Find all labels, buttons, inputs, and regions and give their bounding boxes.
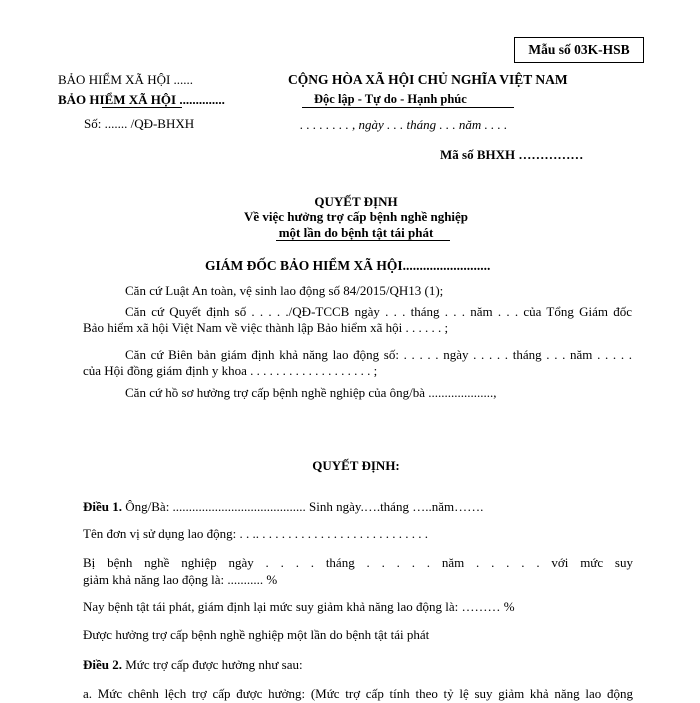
- agency-underline: [102, 107, 182, 108]
- date-line: . . . . . . . . , ngày . . . tháng . . . năm . . . .: [300, 117, 508, 132]
- basis-assessment-line1: Căn cứ Biên bản giám định khả năng lao động số: . . . . . ngày . . . . . tháng . . . năm . . . . .: [125, 347, 632, 362]
- document-title: QUYẾT ĐỊNH: [314, 194, 398, 209]
- decision-heading: QUYẾT ĐỊNH:: [312, 458, 400, 473]
- article-1-label: Điều 1.: [83, 499, 122, 514]
- motto-underline: [302, 107, 514, 108]
- article-1-reduction: giảm khả năng lao động là: ........... %: [83, 572, 278, 587]
- article-1-disease-date: Bị bệnh nghề nghiệp ngày . . . . tháng . . . . . năm . . . . . với mức suy: [83, 555, 633, 570]
- article-1-reassessment: Nay bệnh tật tái phát, giám định lại mức suy giảm khả năng lao động là: ……… %: [83, 599, 515, 614]
- basis-law: Căn cứ Luật An toàn, vệ sinh lao động số 84/2015/QH13 (1);: [125, 283, 444, 298]
- document-subtitle-2: một lần do bệnh tật tái phát: [278, 225, 434, 240]
- basis-dossier: Căn cứ hồ sơ hưởng trợ cấp bệnh nghề nghiệp của ông/bà ....................,: [125, 385, 497, 400]
- agency-line-1: BẢO HIỂM XÃ HỘI ......: [58, 72, 194, 87]
- document-number: Số: ....... /QĐ-BHXH: [84, 116, 195, 131]
- article-1-entitlement: Được hưởng trợ cấp bệnh nghề nghiệp một lần do bệnh tật tái phát: [83, 627, 430, 642]
- article-2-line: [83, 657, 303, 673]
- agency-line-2: BẢO HIỂM XÃ HỘI ..............: [58, 92, 225, 107]
- document-subtitle-1: Về việc hưởng trợ cấp bệnh nghề nghiệp: [243, 209, 469, 224]
- article-2-label: Điều 2.: [83, 657, 122, 672]
- basis-assessment-line2: của Hội đồng giám định y khoa . . . . . . . . . . . . . . . . . . . ;: [83, 363, 378, 378]
- article-2-item-a: a. Mức chênh lệch trợ cấp được hưởng: (Mức trợ cấp tính theo tỷ lệ suy giảm khả năng lao động: [83, 686, 633, 701]
- article-1-employer: Tên đơn vị sử dụng lao động: . . .. . . . . . . . . . . . . . . . . . . . . . . . . . .: [83, 526, 429, 541]
- basis-decision-line2: Bảo hiểm xã hội Việt Nam về việc thành lập Bảo hiểm xã hội . . . . . . ;: [83, 320, 449, 335]
- article-2-text: Mức trợ cấp được hưởng như sau:: [122, 657, 303, 672]
- bhxh-code: Mã số BHXH ……………: [440, 147, 584, 162]
- basis-decision-line1: Căn cứ Quyết định số . . . . ./QĐ-TCCB ngày . . . tháng . . . năm . . . của Tổng Giám đốc: [125, 304, 632, 319]
- title-underline: [276, 240, 450, 241]
- form-code: Mẫu số 03K-HSB: [528, 42, 630, 57]
- form-code-box: [514, 37, 644, 63]
- director-heading: GIÁM ĐỐC BẢO HIỂM XÃ HỘI..........................: [205, 258, 491, 273]
- nation-title: CỘNG HÒA XÃ HỘI CHỦ NGHĨA VIỆT NAM: [288, 72, 568, 87]
- article-1-line-1: [83, 499, 483, 515]
- motto: Độc lập - Tự do - Hạnh phúc: [314, 92, 467, 106]
- article-1-person: Ông/Bà: ......................................... Sinh ngày.….tháng …..năm…….: [122, 499, 484, 514]
